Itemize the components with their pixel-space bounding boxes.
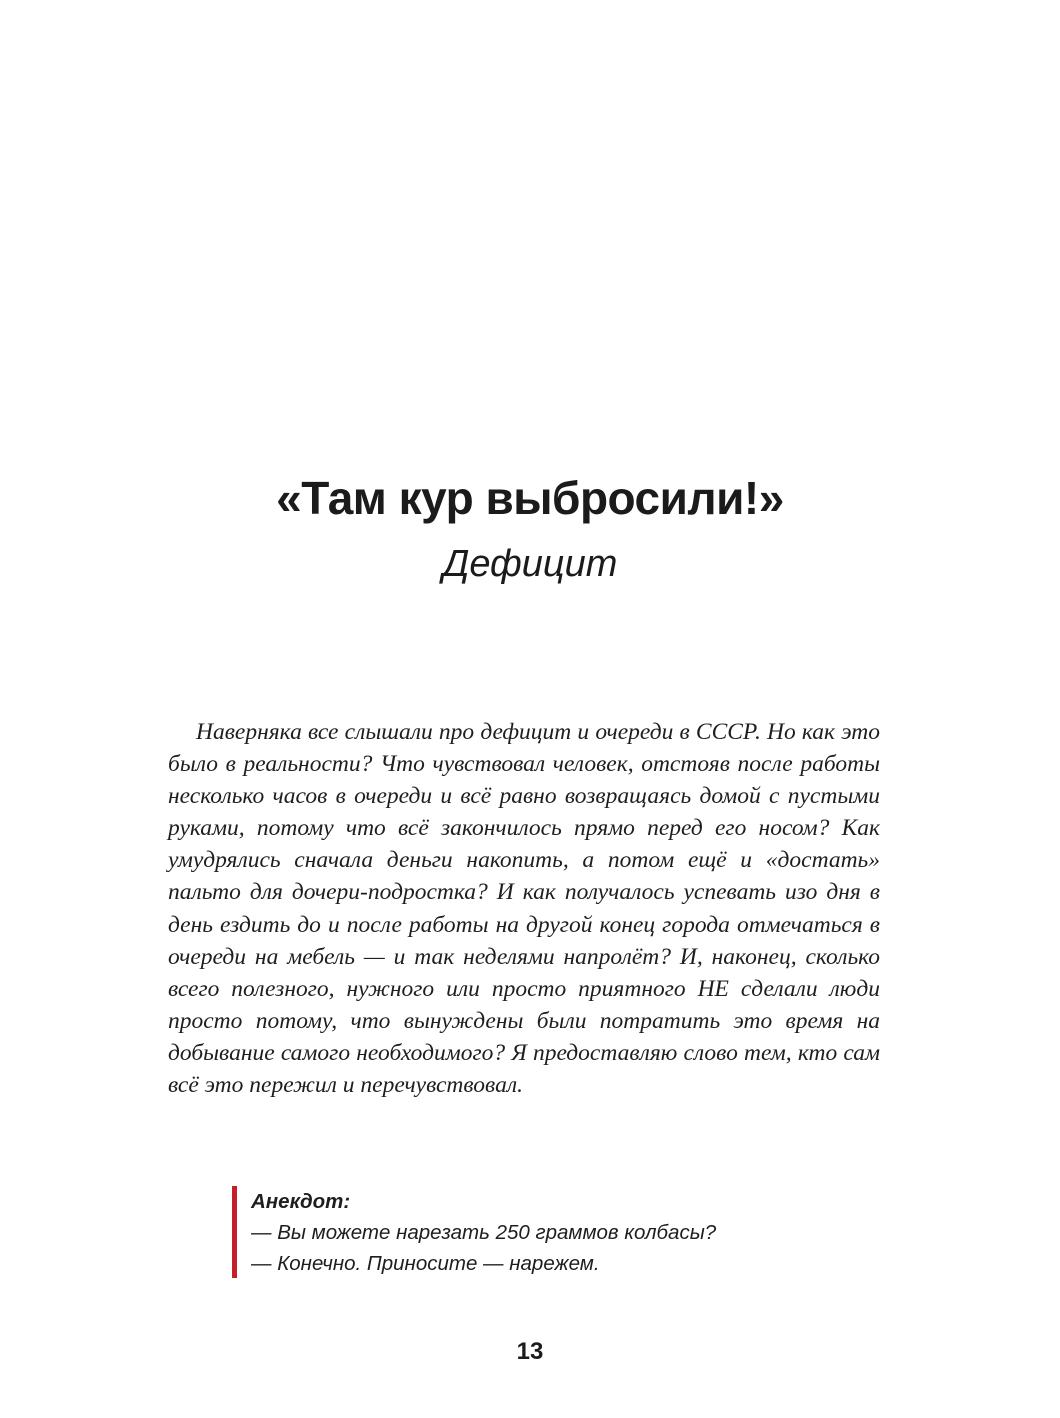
anecdote-line: — Вы можете нарезать 250 граммов колбасы?: [251, 1221, 717, 1244]
anecdote-block: [232, 1186, 872, 1278]
chapter-title: «Там кур выбросили!»: [276, 472, 784, 524]
chapter-subtitle: Дефицит: [442, 543, 618, 585]
page-number: 13: [516, 1338, 544, 1365]
intro-paragraph: Наверняка все слышали про дефицит и очереди в СССР. Но как это было в реальности? Что чувствовал человек, отстояв после работы несколько часов в очереди и всё равно возвращаясь домой с пустыми руками, потому что всё закончилось прямо перед его носом? Как умудрялись сначала деньги накопить, а потом ещё и «достать» пальто для дочери-подростка? И как получалось успевать изо дня в день ездить до и после работы на другой конец города отмечаться в очереди на мебель — и так неделями напролёт? И, наконец, сколько всего полезного, нужного или просто приятного НЕ сделали люди просто потому, что вынуждены были потратить это время на добывание самого необходимого? Я предоставляю слово тем, кто сам всё это пережил и перечувствовал.: [168, 719, 880, 1099]
anecdote-heading: Анекдот:: [251, 1190, 351, 1213]
anecdote-line: — Конечно. Приносите — нарежем.: [251, 1252, 600, 1275]
